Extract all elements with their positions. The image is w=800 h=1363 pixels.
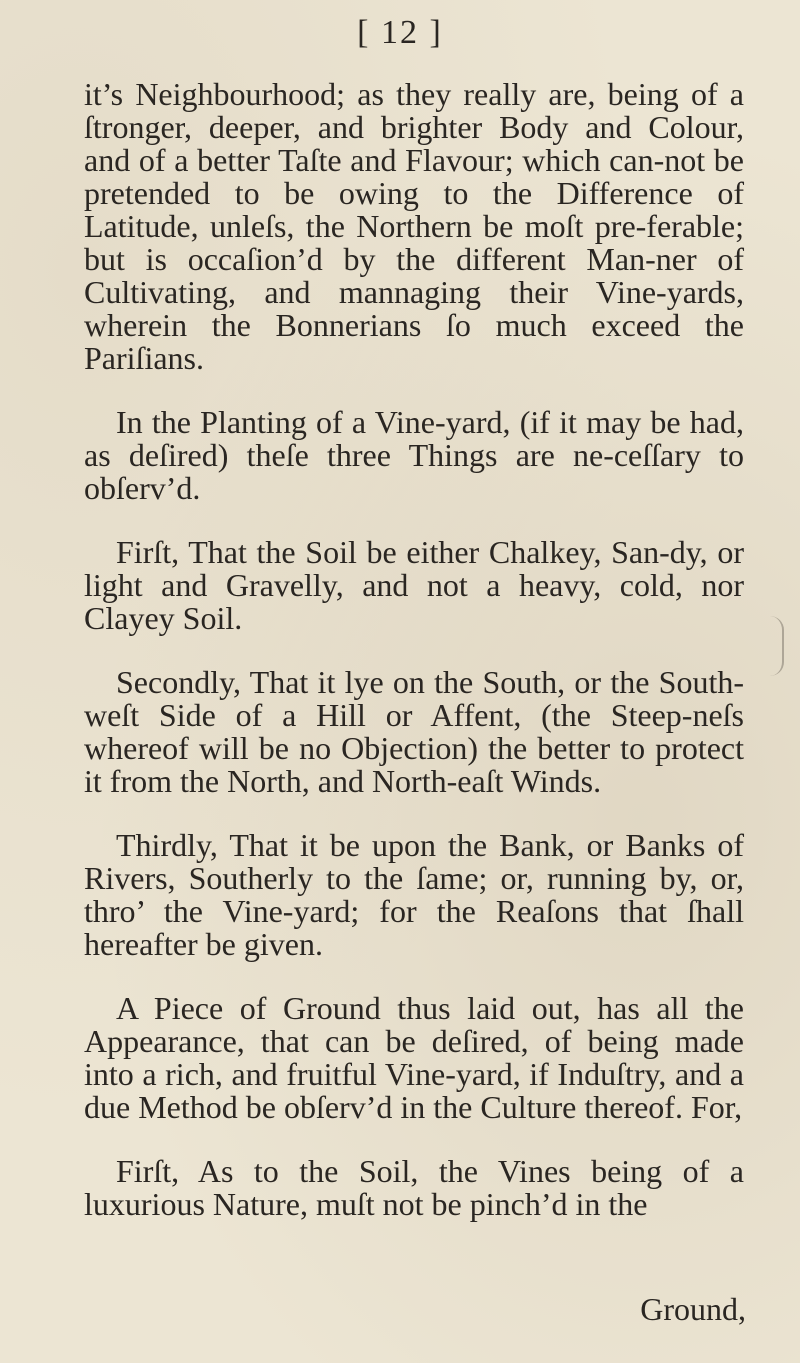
paragraph-first-as-to-soil: Firſt, As to the Soil, the Vines being of a luxurious Nature, muſt not be pinch’d in the [84,1153,744,1222]
margin-bracket-mark [758,616,784,676]
paragraph-piece-of-ground: A Piece of Ground thus laid out, has all the Appearance, that can be deſired, of being made into a rich, and fruitful Vine-yard, if Induſtry, and a due Method be obſerv’d in the Culture thereof. For, [84,990,744,1125]
body-text [84,78,744,1221]
paragraph-thirdly: Thirdly, That it be upon the Bank, or Banks of Rivers, Southerly to the ſame; or, running by, or, thro’ the Vine-yard; for the Reaſons that ſhall hereafter be given. [84,827,744,962]
paragraph-continuation: it’s Neighbourhood; as they really are, being of a ſtronger, deeper, and brighter Body and Colour, and of a better Taſte and Flavour; which can-not be pretended to be owing to the Difference of Latitude, unleſs, the Northern be moſt pre-ferable; but is occaſion’d by the different Man-ner of Cultivating, and mannaging their Vine-yards, wherein the Bonnerians ſo much exceed the Pariſians. [84,76,744,376]
paragraph-secondly: Secondly, That it lye on the South, or the South-weſt Side of a Hill or Affent, (the Steep-neſs whereof will be no Objection) the better to protect it from the North, and North-eaſt Winds. [84,664,744,799]
paragraph-planting: In the Planting of a Vine-yard, (if it may be had, as deſired) theſe three Things are ne-ceſſary to obſerv’d. [84,404,744,506]
paragraph-first-soil: Firſt, That the Soil be either Chalkey, San-dy, or light and Gravelly, and not a heavy, cold, nor Clayey Soil. [84,534,744,636]
catchword: Ground, [640,1291,746,1327]
page-number: [ 12 ] [357,14,443,51]
